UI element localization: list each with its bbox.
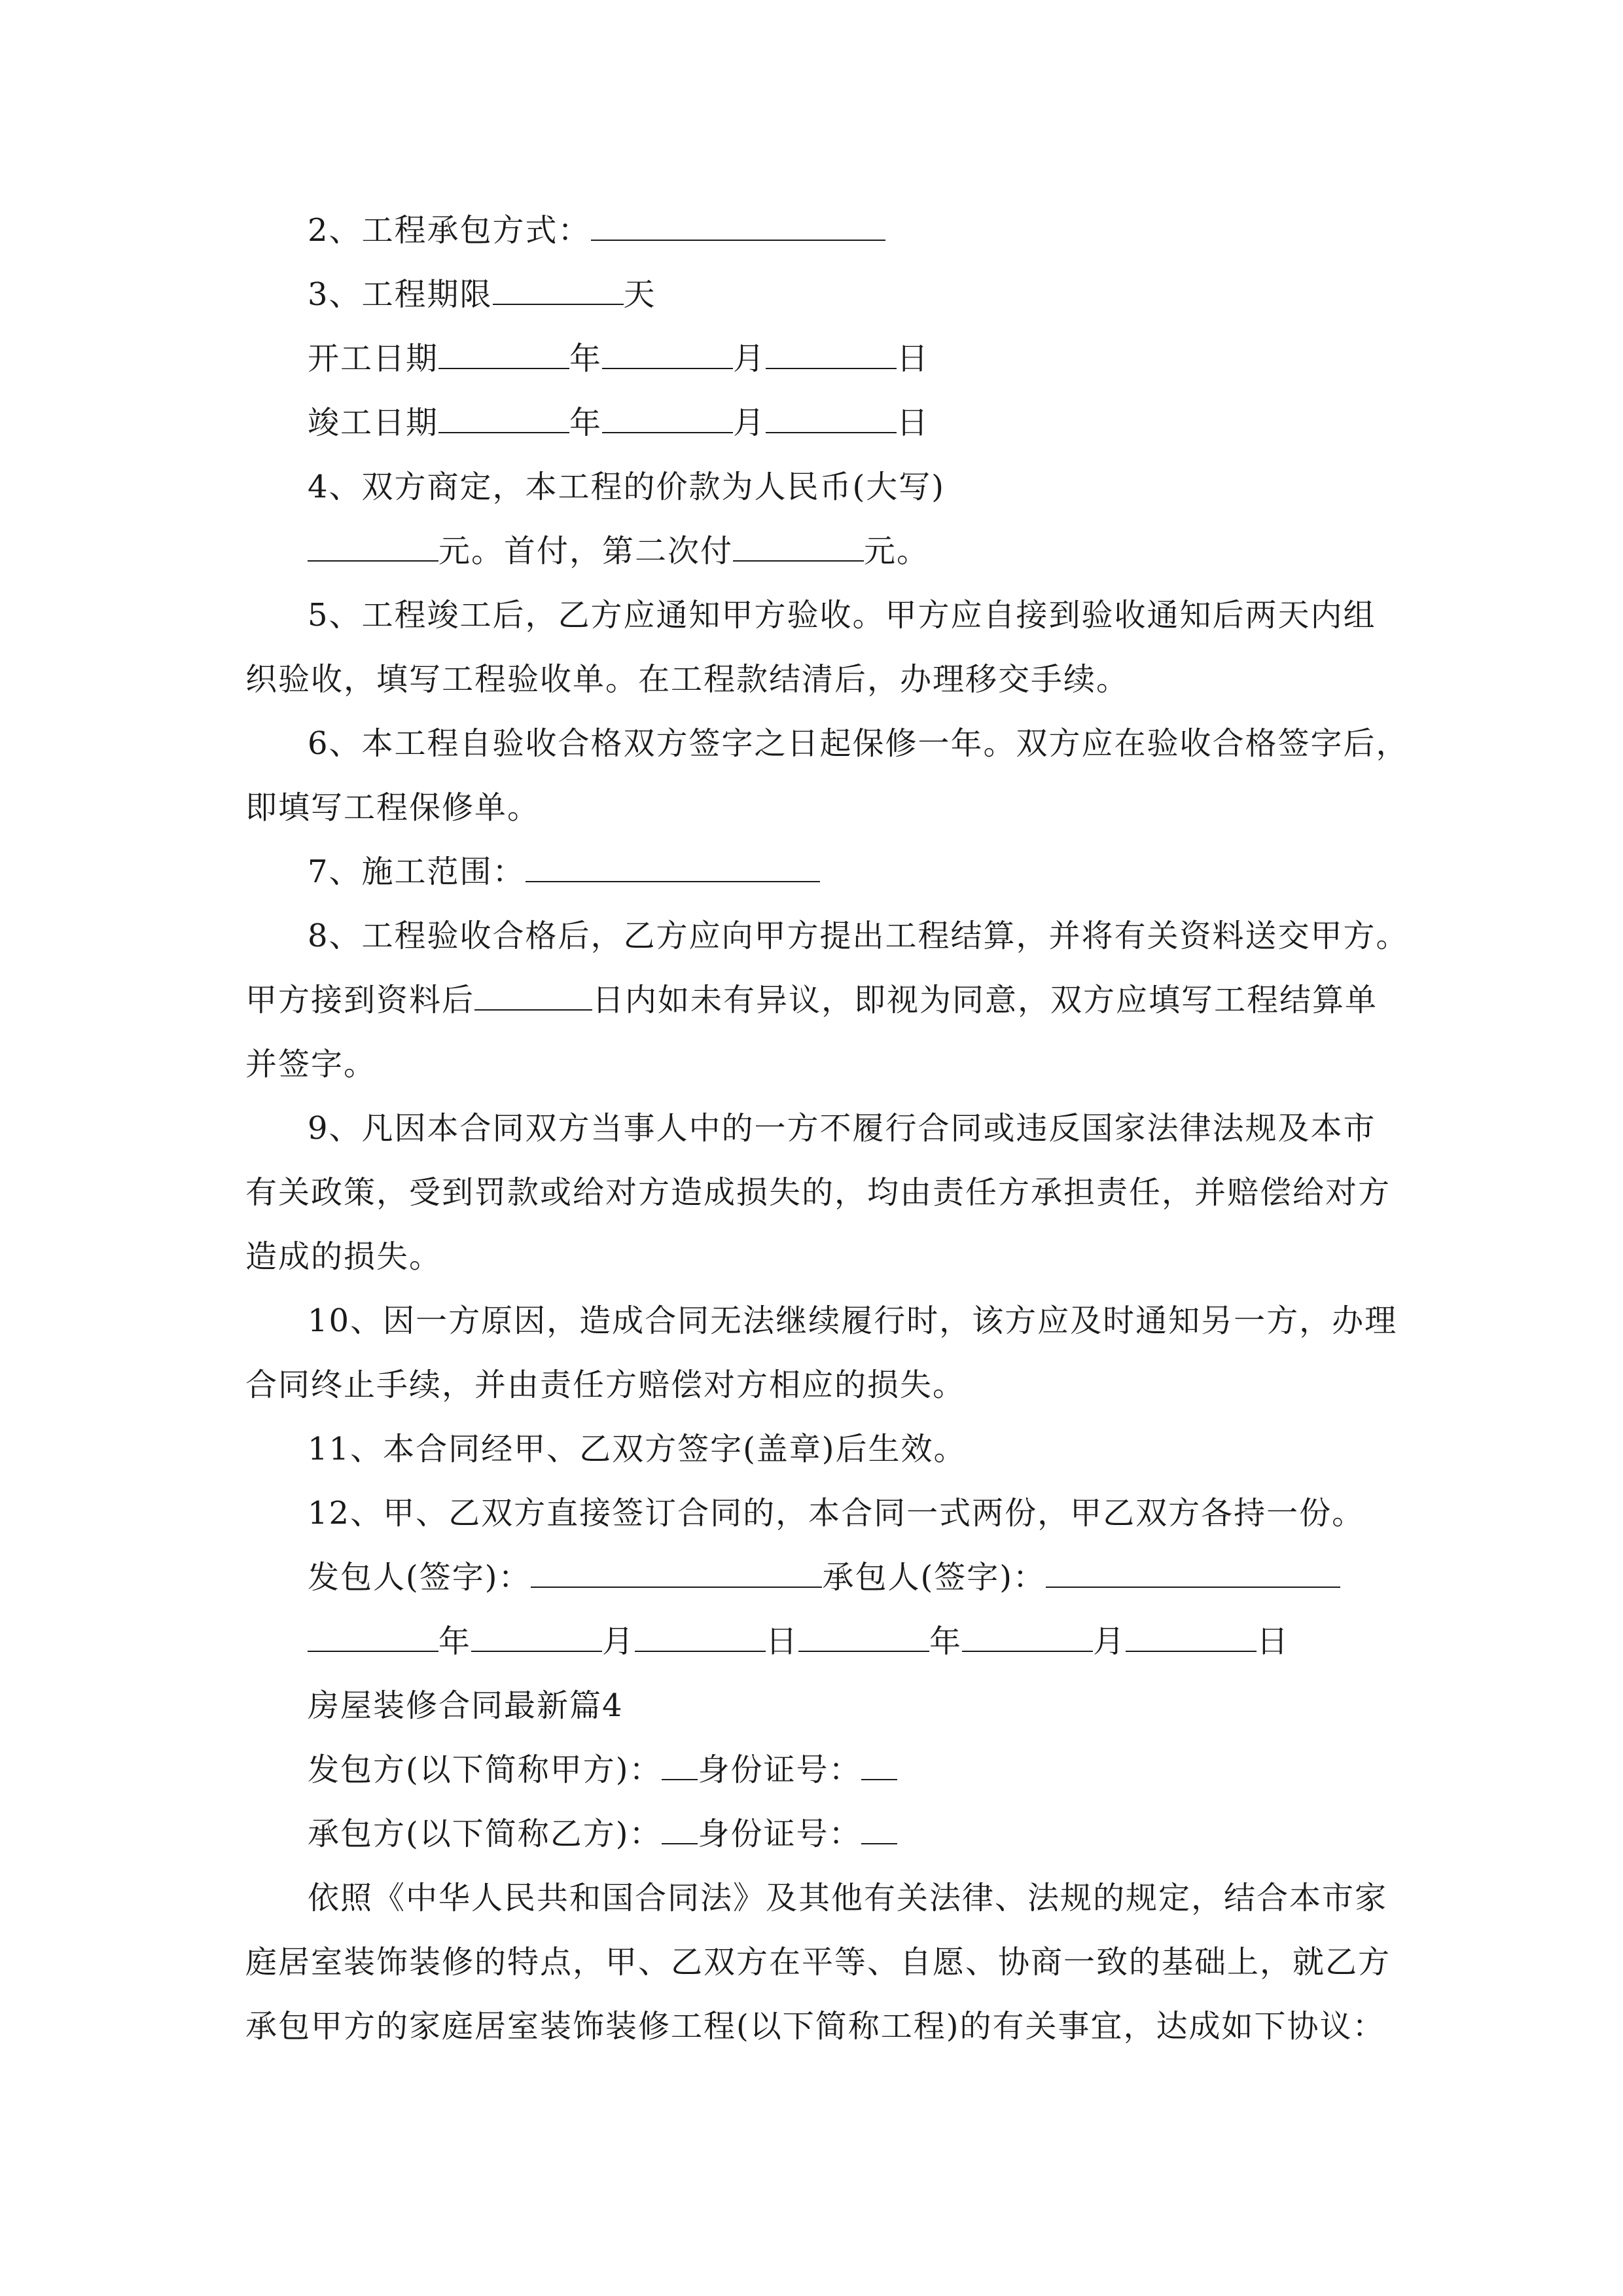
- start-month-blank[interactable]: [602, 329, 733, 369]
- party-b-id-label: 身份证号：: [698, 1816, 862, 1852]
- item5-line2: [245, 647, 1423, 712]
- contractor-month-blank[interactable]: [962, 1611, 1093, 1652]
- party-a-id-label: 身份证号：: [698, 1751, 862, 1788]
- start-year-blank[interactable]: [438, 329, 569, 369]
- signature-line: [308, 1545, 1486, 1610]
- item4-payment-line: [308, 518, 1486, 584]
- section-title-line: [308, 1673, 1486, 1738]
- item8-text1: 8、工程验收合格后，乙方应向甲方提出工程结算，并将有关资料送交甲方。: [308, 918, 1409, 954]
- item9-text1: 9、凡因本合同双方当事人中的一方不履行合同或违反国家法律法规及本市: [308, 1110, 1376, 1147]
- intro-line1: [308, 1865, 1486, 1931]
- party-a-line: [308, 1737, 1486, 1803]
- item6-text1: 6、本工程自验收合格双方签字之日起保修一年。双方应在验收合格签字后，: [308, 725, 1409, 762]
- item9-text2: 有关政策，受到罚款或给对方造成损失的，均由责任方承担责任，并赔偿给对方: [245, 1174, 1391, 1211]
- employer-signature-blank[interactable]: [531, 1547, 822, 1588]
- item8-line1: [308, 903, 1486, 969]
- contractor-day-blank[interactable]: [1126, 1611, 1257, 1652]
- contractor-year-blank[interactable]: [798, 1611, 929, 1652]
- item4-yuan1: 元。首付，第二次付: [438, 533, 734, 569]
- intro-text3: 承包甲方的家庭居室装饰装修工程(以下简称工程)的有关事宜，达成如下协议：: [245, 2008, 1385, 2045]
- item4-yuan2: 元。: [864, 533, 930, 569]
- second-payment-blank[interactable]: [733, 521, 864, 562]
- total-price-blank[interactable]: [308, 521, 438, 562]
- day-label: 日: [1257, 1623, 1290, 1660]
- contract-method-blank[interactable]: [591, 200, 885, 241]
- item10-line2: [245, 1352, 1423, 1418]
- end-date-line: [308, 390, 1486, 456]
- item11-line: [308, 1416, 1486, 1482]
- start-date-label: 开工日期: [308, 340, 439, 377]
- item3-line: [308, 262, 1486, 327]
- item4-text: 4、双方商定，本工程的价款为人民币(大写): [308, 469, 945, 505]
- item9-line3: [245, 1224, 1423, 1289]
- section-title: 房屋装修合同最新篇4: [308, 1687, 624, 1724]
- item2-label: 2、工程承包方式：: [308, 212, 591, 249]
- year-label: 年: [929, 1623, 963, 1660]
- year-label: 年: [569, 404, 603, 441]
- item3-unit: 天: [623, 276, 656, 313]
- item5-text1: 5、工程竣工后，乙方应通知甲方验收。甲方应自接到验收通知后两天内组: [308, 597, 1376, 634]
- item10-text2: 合同终止手续，并由责任方赔偿对方相应的损失。: [245, 1367, 966, 1403]
- item8-text2a: 甲方接到资料后: [245, 982, 475, 1018]
- party-b-line: [308, 1801, 1486, 1867]
- intro-line2: [245, 1929, 1423, 1995]
- scope-blank[interactable]: [526, 842, 820, 882]
- item9-line2: [245, 1160, 1423, 1225]
- item12-line: [308, 1480, 1486, 1546]
- end-date-label: 竣工日期: [308, 404, 439, 441]
- item4-line: [308, 454, 1486, 520]
- day-label: 日: [897, 404, 930, 441]
- item9-line1: [308, 1096, 1486, 1161]
- month-label: 月: [733, 340, 766, 377]
- item3-label: 3、工程期限: [308, 276, 493, 313]
- employer-month-blank[interactable]: [471, 1611, 602, 1652]
- year-label: 年: [438, 1623, 472, 1660]
- employer-signature-label: 发包人(签字)：: [308, 1559, 531, 1596]
- item2-line: [308, 198, 1486, 263]
- month-label: 月: [602, 1623, 635, 1660]
- employer-day-blank[interactable]: [635, 1611, 766, 1652]
- party-b-name-blank[interactable]: [662, 1804, 698, 1844]
- item12-text: 12、甲、乙双方直接签订合同的，本合同一式两份，甲乙双方各持一份。: [308, 1495, 1365, 1532]
- item9-text3: 造成的损失。: [245, 1238, 442, 1275]
- item7-label: 7、施工范围：: [308, 853, 526, 890]
- item6-text2: 即填写工程保修单。: [245, 789, 541, 826]
- item6-line2: [245, 775, 1423, 840]
- day-label: 日: [766, 1623, 799, 1660]
- item10-text1: 10、因一方原因，造成合同无法继续履行时，该方应及时通知另一方，办理: [308, 1302, 1398, 1339]
- start-date-line: [308, 326, 1486, 391]
- employer-year-blank[interactable]: [308, 1611, 438, 1652]
- party-b-label: 承包方(以下简称乙方)：: [308, 1816, 662, 1852]
- party-a-label: 发包方(以下简称甲方)：: [308, 1751, 662, 1788]
- item5-text2: 织验收，填写工程验收单。在工程款结清后，办理移交手续。: [245, 661, 1130, 698]
- item5-line1: [308, 583, 1486, 648]
- contractor-signature-blank[interactable]: [1046, 1547, 1340, 1588]
- item8-text2b: 日内如未有异议，即视为同意，双方应填写工程结算单: [592, 982, 1378, 1018]
- month-label: 月: [733, 404, 766, 441]
- start-day-blank[interactable]: [766, 329, 897, 369]
- end-year-blank[interactable]: [438, 393, 569, 433]
- party-b-id-blank[interactable]: [861, 1804, 897, 1844]
- party-a-name-blank[interactable]: [662, 1740, 698, 1780]
- month-label: 月: [1093, 1623, 1126, 1660]
- day-label: 日: [897, 340, 930, 377]
- year-label: 年: [569, 340, 603, 377]
- contractor-signature-label: 承包人(签字)：: [822, 1559, 1046, 1596]
- objection-days-blank[interactable]: [474, 970, 592, 1011]
- item11-text: 11、本合同经甲、乙双方签字(盖章)后生效。: [308, 1431, 967, 1467]
- item8-line3: [245, 1031, 1423, 1097]
- item8-text3: 并签字。: [245, 1046, 377, 1083]
- end-day-blank[interactable]: [766, 393, 897, 433]
- end-month-blank[interactable]: [602, 393, 733, 433]
- item10-line1: [308, 1288, 1486, 1354]
- signature-date-line: [308, 1609, 1486, 1674]
- intro-text1: 依照《中华人民共和国合同法》及其他有关法律、法规的规定，结合本市家: [308, 1880, 1388, 1916]
- intro-line3: [245, 1994, 1423, 2059]
- party-a-id-blank[interactable]: [861, 1740, 897, 1780]
- item7-line: [308, 839, 1486, 905]
- intro-text2: 庭居室装饰装修的特点，甲、乙双方在平等、自愿、协商一致的基础上，就乙方: [245, 1944, 1391, 1981]
- item8-line2: [245, 967, 1423, 1033]
- duration-blank[interactable]: [493, 264, 624, 305]
- item6-line1: [308, 711, 1486, 776]
